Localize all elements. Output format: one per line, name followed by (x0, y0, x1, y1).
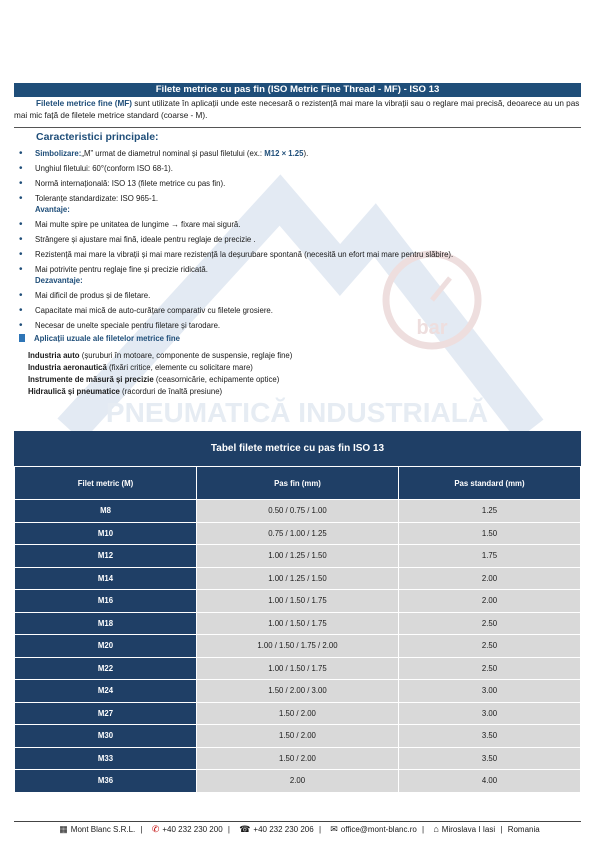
list-item: • Mai dificil de produs și de filetare. (19, 288, 273, 303)
divider (14, 127, 581, 128)
standard-pitch: 2.00 (398, 567, 580, 590)
intro-paragraph (14, 98, 581, 122)
thread-table (14, 431, 581, 793)
standard-pitch: 2.50 (398, 612, 580, 635)
fax-number: +40 232 230 206 (253, 825, 314, 834)
standard-pitch: 2.50 (398, 635, 580, 658)
standard-pitch: 3.00 (398, 680, 580, 703)
phone-icon: ✆ (151, 824, 160, 834)
country: Romania (507, 825, 540, 834)
fine-pitch: 1.50 / 2.00 (197, 702, 399, 725)
table-row (15, 567, 581, 590)
list-item: Hidraulică și pneumatice (racorduri de înaltă presiune) (28, 387, 223, 396)
document-title: Filete metrice cu pas fin (ISO Metric Fine Thread - MF) - ISO 13 (14, 83, 581, 97)
table-row (15, 635, 581, 658)
disadvantages-heading: Dezavantaje: (35, 276, 83, 285)
table-row (15, 770, 581, 793)
disadvantages-list (19, 288, 273, 333)
thread-size: M36 (15, 770, 197, 793)
standard-pitch: 3.00 (398, 702, 580, 725)
table-row (15, 522, 581, 545)
fine-pitch: 1.00 / 1.25 / 1.50 (197, 545, 399, 568)
table-row (15, 725, 581, 748)
footer-divider (14, 821, 581, 822)
table-row (15, 612, 581, 635)
list-item: • Rezistență mai mare la vibrații și mai mare rezistență la deșurubare spontană (necesită un efort mai mare pentru slăbire). (19, 247, 453, 262)
home-icon: ⌂ (433, 824, 439, 834)
table-title: Tabel filete metrice cu pas fin ISO 13 (14, 431, 581, 466)
thread-size: M24 (15, 680, 197, 703)
list-item: • Mai multe spire pe unitatea de lungime → fixare mai sigură. (19, 217, 453, 232)
standard-pitch: 4.00 (398, 770, 580, 793)
features-heading: Caracteristici principale: (36, 131, 159, 143)
company-name: Mont Blanc S.R.L. (70, 825, 136, 834)
intro-lead: Filetele metrice fine (MF) (36, 99, 132, 108)
features-list (19, 146, 308, 206)
thread-size: M33 (15, 747, 197, 770)
address: Miroslava I Iasi (441, 825, 496, 834)
column-header: Pas standard (mm) (398, 467, 580, 500)
fine-pitch: 0.75 / 1.00 / 1.25 (197, 522, 399, 545)
building-icon: ▦ (59, 824, 68, 834)
list-item: Industria auto (șuruburi în motoare, componente de suspensie, reglaje fine) (28, 351, 293, 360)
fine-pitch: 1.50 / 2.00 (197, 747, 399, 770)
fine-pitch: 2.00 (197, 770, 399, 793)
table-row (15, 747, 581, 770)
table-row (15, 545, 581, 568)
list-item: • Toleranțe standardizate: ISO 965-1. (19, 191, 308, 206)
fine-pitch: 0.50 / 0.75 / 1.00 (197, 500, 399, 523)
fine-pitch: 1.50 / 2.00 (197, 725, 399, 748)
column-header: Pas fin (mm) (197, 467, 399, 500)
table-row (15, 590, 581, 613)
list-item: • Simbolizare:„M” urmat de diametrul nominal și pasul filetului (ex.: M12 × 1.25). (19, 146, 308, 161)
standard-pitch: 1.50 (398, 522, 580, 545)
thread-size: M8 (15, 500, 197, 523)
standard-pitch: 2.00 (398, 590, 580, 613)
standard-pitch: 2.50 (398, 657, 580, 680)
watermark-unit: bar (416, 317, 448, 339)
thread-size: M20 (15, 635, 197, 658)
phone-number: +40 232 230 200 (162, 825, 223, 834)
list-item: • Unghiul filetului: 60°(conform ISO 68-1). (19, 161, 308, 176)
thread-size: M12 (15, 545, 197, 568)
fine-pitch: 1.00 / 1.50 / 1.75 / 2.00 (197, 635, 399, 658)
thread-size: M14 (15, 567, 197, 590)
table-row (15, 500, 581, 523)
table-row (15, 657, 581, 680)
fine-pitch: 1.00 / 1.25 / 1.50 (197, 567, 399, 590)
fine-pitch: 1.00 / 1.50 / 1.75 (197, 590, 399, 613)
table-row (15, 680, 581, 703)
list-item: • Capacitate mai mică de auto-curățare comparativ cu filetele grosiere. (19, 303, 273, 318)
standard-pitch: 1.75 (398, 545, 580, 568)
thread-size: M27 (15, 702, 197, 725)
email-icon: ✉ (330, 824, 338, 834)
email-link[interactable]: office@mont-blanc.ro (340, 825, 417, 834)
footer: ▦ Mont Blanc S.R.L. | ✆ +40 232 230 200 | ☎ +40 232 230 206 | ✉ office@mont-blanc.ro | ⌂ Miroslava I Iasi | Romania (59, 824, 540, 834)
watermark-text: PNEUMATICĂ INDUSTRIALĂ (105, 397, 489, 428)
square-bullet-icon (19, 334, 25, 342)
intro-text: sunt utilizate în aplicații unde este necesară o rezistență mai mare la vibrații sau o reglare mai precisă, deoarece au un pas mai mic față de filetele metrice standard (coarse - M). (14, 99, 580, 120)
applications-heading: Aplicații uzuale ale filetelor metrice fine (19, 334, 180, 343)
standard-pitch: 3.50 (398, 747, 580, 770)
thread-size: M18 (15, 612, 197, 635)
thread-size: M22 (15, 657, 197, 680)
advantages-heading: Avantaje: (35, 205, 70, 214)
table-header-row (15, 467, 581, 500)
list-item: • Necesar de unelte speciale pentru filetare și tarodare. (19, 318, 273, 333)
list-item: • Normă internațională: ISO 13 (filete metrice cu pas fin). (19, 176, 308, 191)
applications-list (28, 350, 292, 398)
fax-icon: ☎ (239, 824, 251, 834)
standard-pitch: 3.50 (398, 725, 580, 748)
column-header: Filet metric (M) (15, 467, 197, 500)
fine-pitch: 1.00 / 1.50 / 1.75 (197, 657, 399, 680)
fine-pitch: 1.50 / 2.00 / 3.00 (197, 680, 399, 703)
list-item: Industria aeronautică (fixări critice, elemente cu solicitare mare) (28, 363, 253, 372)
thread-size: M30 (15, 725, 197, 748)
standard-pitch: 1.25 (398, 500, 580, 523)
list-item: • Mai potrivite pentru reglaje fine și precizie ridicată. (19, 262, 453, 277)
list-item: Instrumente de măsură și precizie (ceasornicărie, echipamente optice) (28, 375, 280, 384)
table-row (15, 702, 581, 725)
thread-size: M10 (15, 522, 197, 545)
fine-pitch: 1.00 / 1.50 / 1.75 (197, 612, 399, 635)
thread-size: M16 (15, 590, 197, 613)
list-item: • Strângere și ajustare mai fină, ideale pentru reglaje de precizie . (19, 232, 453, 247)
advantages-list (19, 217, 453, 277)
